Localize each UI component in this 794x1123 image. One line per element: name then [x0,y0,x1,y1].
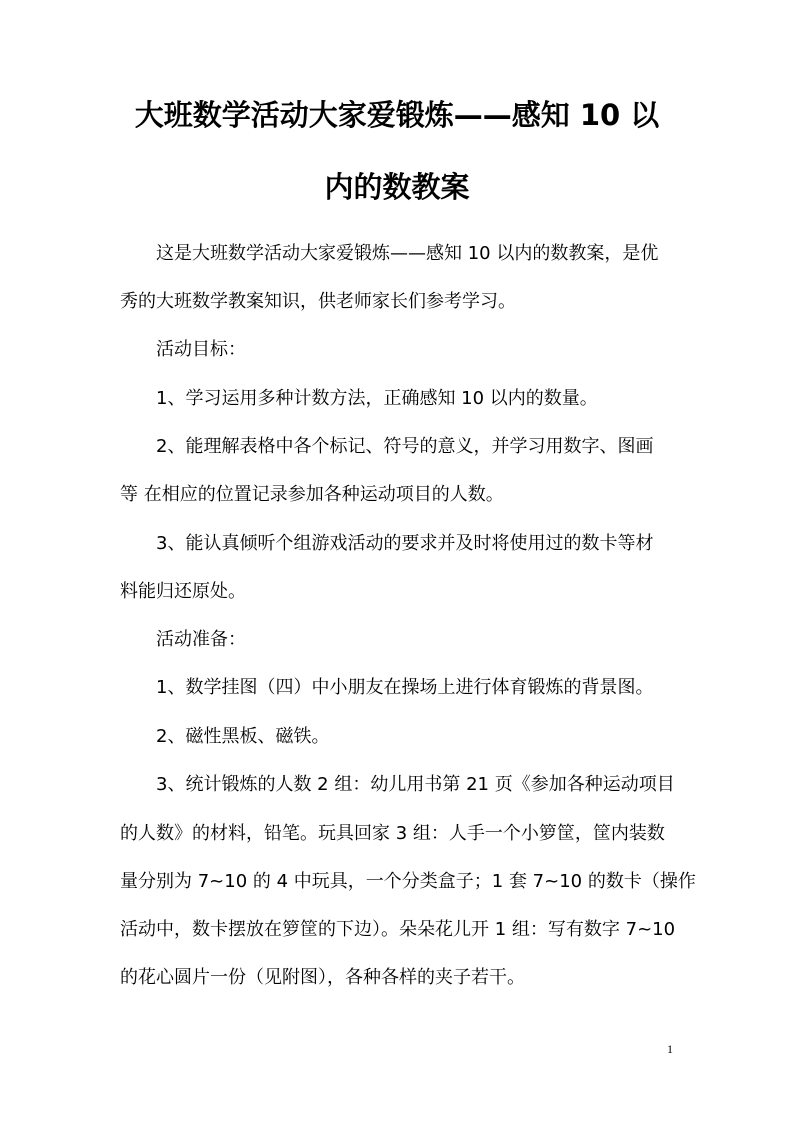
prep-3-line-3: 量分别为 7~10 的 4 中玩具，一个分类盒子；1 套 7~10 的数卡（操作 [120,871,696,892]
goal-3-line-2: 料能归还原处。 [120,581,246,602]
prep-2: 2、磁性黑板、磁铁。 [156,726,330,747]
prep-1: 1、数学挂图（四）中小朋友在操场上进行体育锻炼的背景图。 [156,677,654,698]
intro-line-1: 这是大班数学活动大家爱锻炼——感知 10 以内的数教案，是优 [156,243,659,264]
goal-1: 1、学习运用多种计数方法，正确感知 10 以内的数量。 [156,388,598,409]
page-number: 1 [667,1042,673,1056]
prep-3-line-2: 的人数》的材料，铅笔。玩具回家 3 组：人手一个小箩筐，筐内装数 [120,823,665,844]
goal-3-line-1: 3、能认真倾听个组游戏活动的要求并及时将使用过的数卡等材 [156,533,654,554]
prep-3-line-4: 活动中，数卡摆放在箩筐的下边）。朵朵花儿开 1 组：写有数字 7~10 [120,919,676,940]
section-heading-goals: 活动目标： [156,339,246,360]
document-title-line-2: 内的数教案 [324,170,470,204]
goal-2-line-1: 2、能理解表格中各个标记、符号的意义，并学习用数字、图画 [156,436,654,457]
intro-line-2: 秀的大班数学教案知识，供老师家长们参考学习。 [120,291,516,312]
document-title-line-1: 大班数学活动大家爱锻炼——感知 10 以 [134,98,660,132]
prep-3-line-1: 3、统计锻炼的人数 2 组：幼儿用书第 21 页《参加各种运动项目 [156,774,675,795]
goal-2-line-2: 等 在相应的位置记录参加各种运动项目的人数。 [120,484,504,505]
prep-3-line-5: 的花心圆片一份（见附图），各种各样的夹子若干。 [120,967,525,988]
section-heading-preparation: 活动准备： [156,629,246,650]
